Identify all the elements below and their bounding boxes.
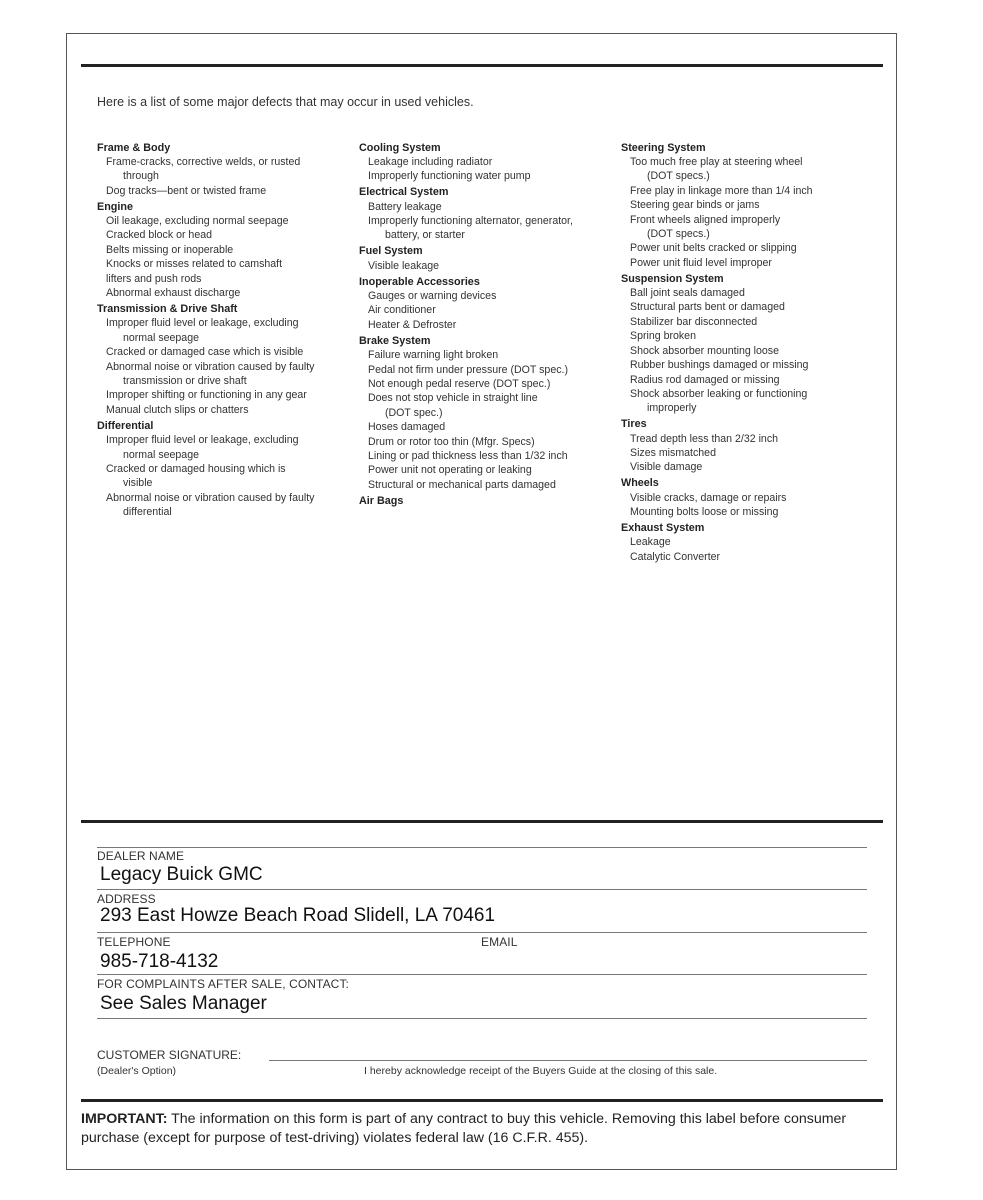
defect-item bbox=[359, 303, 614, 317]
defect-item-text: Visible cracks, damage or repairs bbox=[630, 491, 787, 504]
defect-item bbox=[359, 200, 614, 214]
defect-item-text: Cracked block or head bbox=[106, 229, 212, 242]
defect-category-title: Frame & Body bbox=[97, 141, 171, 154]
defect-category-title: Transmission & Drive Shaft bbox=[97, 302, 238, 315]
defect-item-text: Failure warning light broken bbox=[368, 349, 499, 362]
defect-item bbox=[97, 462, 352, 491]
defect-item-text: Battery leakage bbox=[368, 200, 442, 213]
divider bbox=[97, 847, 867, 848]
defect-item-text: Catalytic Converter bbox=[630, 550, 721, 563]
defect-item bbox=[621, 213, 861, 242]
defect-item-text: Abnormal noise or vibration caused by faulty bbox=[106, 491, 315, 504]
defect-item-text: Frame-cracks, corrective welds, or rusted bbox=[106, 155, 301, 168]
telephone-value: 985-718-4132 bbox=[100, 951, 219, 972]
defect-category-title: Air Bags bbox=[359, 494, 404, 507]
defect-item-text: Not enough pedal reserve (DOT spec.) bbox=[368, 378, 551, 390]
defect-item-text: Knocks or misses related to camshaft bbox=[106, 258, 283, 271]
defect-item-text: Leakage including radiator bbox=[368, 155, 493, 168]
defect-item bbox=[359, 318, 614, 332]
defect-item bbox=[621, 373, 861, 387]
defect-item-text: Abnormal noise or vibration caused by faulty bbox=[106, 360, 315, 373]
defects-column-2 bbox=[359, 139, 614, 508]
defect-item-text: Tread depth less than 2/32 inch bbox=[630, 432, 779, 445]
defect-item-text: Steering gear binds or jams bbox=[630, 199, 760, 212]
defect-item-text: Free play in linkage more than 1/4 inch bbox=[630, 184, 813, 197]
defect-item bbox=[97, 360, 352, 389]
defect-item bbox=[621, 550, 861, 564]
defect-item-text: Air conditioner bbox=[368, 304, 436, 317]
defect-item-text: Stabilizer bar disconnected bbox=[630, 315, 758, 328]
defect-category-title: Differential bbox=[97, 419, 154, 432]
defect-item bbox=[621, 198, 861, 212]
defect-item bbox=[359, 463, 614, 477]
defect-item-text: Front wheels aligned improperly bbox=[630, 213, 781, 226]
defect-item-text: Sizes mismatched bbox=[630, 447, 716, 460]
defect-item-text: Power unit fluid level improper bbox=[630, 256, 772, 269]
defect-item-continuation: normal seepage bbox=[123, 448, 199, 461]
signature-line[interactable] bbox=[269, 1060, 867, 1061]
customer-signature-label: CUSTOMER SIGNATURE: bbox=[97, 1048, 242, 1062]
defect-item bbox=[359, 214, 614, 243]
acknowledgement-text: I hereby acknowledge receipt of the Buyers Guide at the closing of this sale. bbox=[364, 1065, 718, 1077]
defect-item bbox=[97, 491, 352, 520]
defect-item bbox=[97, 286, 352, 300]
defect-item-text: Shock absorber mounting loose bbox=[630, 344, 779, 357]
defect-item-text: Improper shifting or functioning in any gear bbox=[106, 389, 307, 402]
dealers-option-note: (Dealer's Option) bbox=[97, 1065, 177, 1077]
defect-item bbox=[621, 184, 861, 198]
defect-item bbox=[359, 435, 614, 449]
defect-item-continuation: normal seepage bbox=[123, 331, 199, 344]
defect-item-text: Structural or mechanical parts damaged bbox=[368, 478, 556, 491]
important-lead: IMPORTANT: bbox=[81, 1111, 168, 1127]
defect-category-title: Wheels bbox=[621, 477, 659, 490]
defect-item bbox=[621, 432, 861, 446]
defect-category-title: Tires bbox=[621, 418, 647, 431]
defect-item-text: Manual clutch slips or chatters bbox=[106, 403, 249, 416]
defect-category-title: Fuel System bbox=[359, 245, 423, 258]
defect-item bbox=[359, 377, 614, 391]
divider bbox=[97, 1018, 867, 1019]
defect-item-text: Lining or pad thickness less than 1/32 inch bbox=[368, 450, 568, 463]
defect-item-text: Too much free play at steering wheel bbox=[630, 155, 803, 168]
defect-category-title: Inoperable Accessories bbox=[359, 275, 480, 288]
defect-item bbox=[359, 259, 614, 273]
defect-item-text: Abnormal exhaust discharge bbox=[106, 287, 241, 300]
defect-item bbox=[359, 420, 614, 434]
defect-item bbox=[97, 155, 352, 184]
defect-item bbox=[621, 358, 861, 372]
defect-item bbox=[621, 286, 861, 300]
defect-item-text: Cracked or damaged case which is visible bbox=[106, 346, 304, 359]
defect-item bbox=[621, 256, 861, 270]
defect-item-text: Improperly functioning alternator, generator, bbox=[368, 215, 573, 228]
defect-item-text: Dog tracks—bent or twisted frame bbox=[106, 184, 267, 197]
defects-column-1 bbox=[97, 139, 352, 520]
defect-item-text: Cracked or damaged housing which is bbox=[106, 462, 286, 475]
defect-item bbox=[621, 505, 861, 519]
dealer-name-label: DEALER NAME bbox=[97, 849, 185, 863]
defect-item-continuation: (DOT spec.) bbox=[385, 406, 443, 419]
defect-item bbox=[97, 257, 352, 271]
defect-item bbox=[359, 348, 614, 362]
defect-item-text: Ball joint seals damaged bbox=[630, 287, 745, 300]
defect-category-title: Exhaust System bbox=[621, 522, 705, 535]
defect-item bbox=[359, 391, 614, 420]
defect-item-text: Structural parts bent or damaged bbox=[630, 301, 785, 314]
divider bbox=[97, 889, 867, 890]
complaints-label: FOR COMPLAINTS AFTER SALE, CONTACT: bbox=[97, 977, 349, 991]
defect-category-title: Steering System bbox=[621, 141, 706, 154]
defect-item-continuation: (DOT specs.) bbox=[647, 170, 710, 183]
defect-item-text: Hoses damaged bbox=[368, 421, 446, 434]
defect-category-title: Engine bbox=[97, 200, 133, 213]
defect-item bbox=[97, 403, 352, 417]
defects-column-3 bbox=[621, 139, 861, 564]
defect-item-continuation: improperly bbox=[647, 402, 697, 415]
defect-item bbox=[621, 315, 861, 329]
defect-item bbox=[621, 241, 861, 255]
divider bbox=[97, 974, 867, 975]
defect-item-text: Belts missing or inoperable bbox=[106, 243, 234, 256]
defect-item-text: Power unit not operating or leaking bbox=[368, 464, 532, 477]
defect-item-text: Shock absorber leaking or functioning bbox=[630, 387, 808, 400]
defect-item-text: Does not stop vehicle in straight line bbox=[368, 392, 538, 405]
defect-item-text: Drum or rotor too thin (Mfgr. Specs) bbox=[368, 435, 535, 448]
defect-item-text: Heater & Defroster bbox=[368, 318, 457, 331]
defect-item-continuation: through bbox=[123, 170, 159, 183]
defect-item bbox=[621, 446, 861, 460]
defect-item bbox=[97, 345, 352, 359]
top-rule bbox=[81, 64, 883, 67]
defect-item-text: Mounting bolts loose or missing bbox=[630, 506, 779, 519]
email-label: EMAIL bbox=[481, 935, 518, 949]
defect-item bbox=[621, 460, 861, 474]
defect-item bbox=[359, 363, 614, 377]
defect-item bbox=[97, 243, 352, 257]
defect-item-continuation: battery, or starter bbox=[385, 229, 465, 242]
defect-item bbox=[97, 316, 352, 345]
defect-item bbox=[97, 214, 352, 228]
defect-item-text: Visible leakage bbox=[368, 259, 440, 272]
defect-category-title: Electrical System bbox=[359, 186, 449, 199]
defect-item bbox=[359, 449, 614, 463]
defect-item-text: Radius rod damaged or missing bbox=[630, 373, 780, 386]
complaints-contact-value: See Sales Manager bbox=[100, 993, 267, 1014]
dealer-section-rule bbox=[81, 820, 883, 823]
defect-item bbox=[97, 433, 352, 462]
defect-item bbox=[621, 155, 861, 184]
defect-item-text: Improperly functioning water pump bbox=[368, 170, 531, 183]
defect-item-continuation: (DOT specs.) bbox=[647, 227, 710, 240]
defect-item bbox=[621, 300, 861, 314]
defect-item bbox=[621, 329, 861, 343]
defect-item bbox=[359, 478, 614, 492]
defect-item-continuation: visible bbox=[123, 477, 153, 490]
defect-item-text: Leakage bbox=[630, 536, 671, 549]
defect-item bbox=[621, 491, 861, 505]
defect-item-text: Spring broken bbox=[630, 330, 696, 343]
defect-item-text: Gauges or warning devices bbox=[368, 290, 497, 303]
telephone-label: TELEPHONE bbox=[97, 935, 171, 949]
defect-item bbox=[621, 387, 861, 416]
defect-item-text: Improper fluid level or leakage, excluding bbox=[106, 317, 299, 330]
defect-item-text: Pedal not firm under pressure (DOT spec.) bbox=[368, 363, 568, 376]
defect-item-text: Oil leakage, excluding normal seepage bbox=[106, 215, 289, 228]
defect-item bbox=[359, 289, 614, 303]
defect-item bbox=[359, 155, 614, 169]
divider bbox=[97, 932, 867, 933]
defect-item bbox=[359, 169, 614, 183]
defect-category-title: Cooling System bbox=[359, 141, 441, 154]
important-text: The information on this form is part of any contract to buy this vehicle. Removing this label before consumer purchase (except for purpose of test-driving) violates federal law (16 C.F.R. 455). bbox=[81, 1111, 847, 1146]
defect-item bbox=[621, 535, 861, 549]
defect-item-text: lifters and push rods bbox=[106, 272, 202, 285]
defect-item-text: Rubber bushings damaged or missing bbox=[630, 359, 809, 372]
address-value: 293 East Howze Beach Road Slidell, LA 70461 bbox=[100, 905, 496, 926]
defect-item bbox=[97, 228, 352, 242]
important-notice bbox=[81, 1110, 871, 1148]
defect-item-text: Power unit belts cracked or slipping bbox=[630, 242, 797, 255]
defect-item bbox=[97, 272, 352, 286]
address-label: ADDRESS bbox=[97, 892, 156, 906]
defect-category-title: Brake System bbox=[359, 334, 431, 347]
defect-item bbox=[621, 344, 861, 358]
dealer-name-value: Legacy Buick GMC bbox=[100, 864, 263, 885]
defect-item bbox=[97, 184, 352, 198]
defect-item-continuation: transmission or drive shaft bbox=[123, 375, 247, 387]
important-rule bbox=[81, 1099, 883, 1102]
defect-category-title: Suspension System bbox=[621, 272, 724, 285]
defect-item-text: Visible damage bbox=[630, 461, 703, 474]
defect-item-continuation: differential bbox=[123, 506, 172, 519]
defect-item-text: Improper fluid level or leakage, excluding bbox=[106, 434, 299, 447]
intro-text: Here is a list of some major defects that may occur in used vehicles. bbox=[97, 95, 474, 109]
defect-item bbox=[97, 388, 352, 402]
